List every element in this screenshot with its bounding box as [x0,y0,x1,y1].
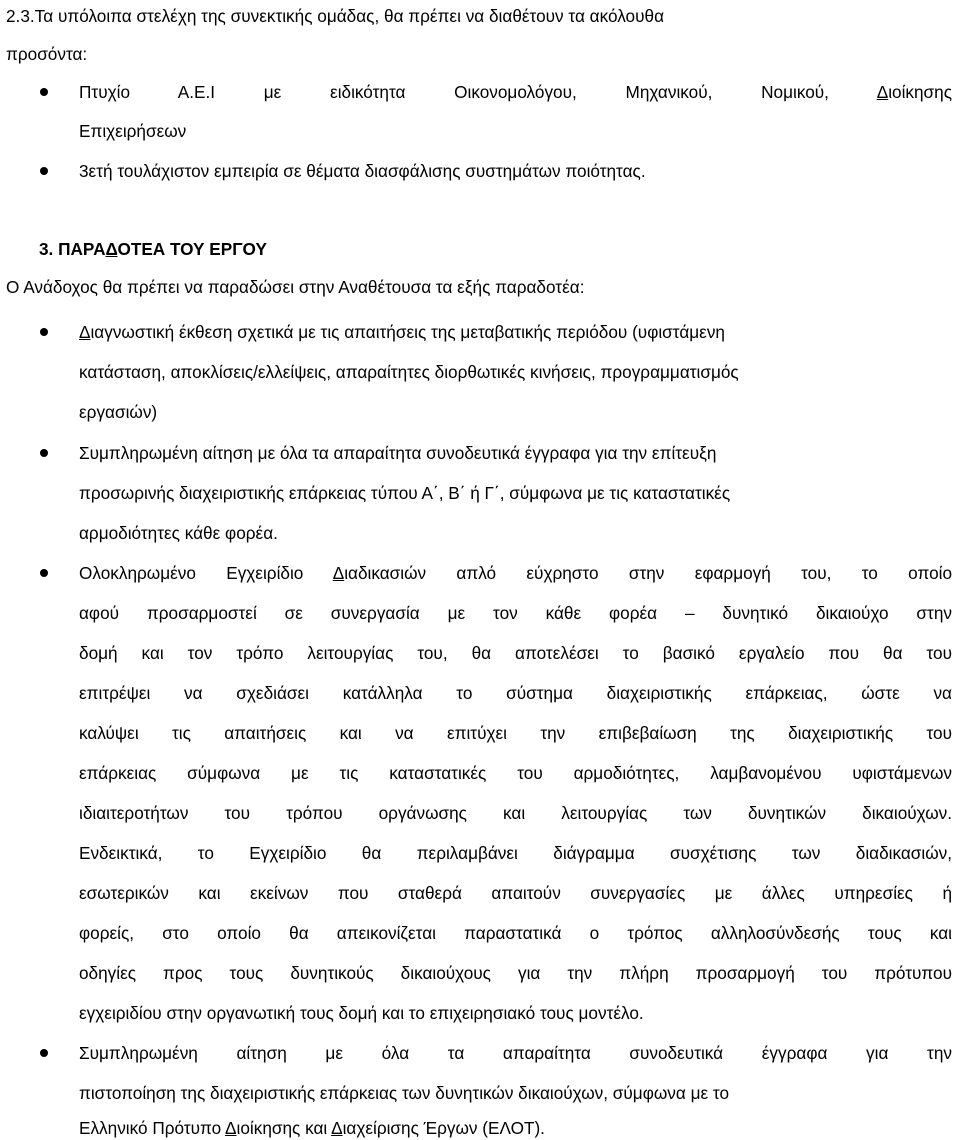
bullet-2-3-1-line-2: Επιχειρήσεων [79,121,187,141]
bullet-icon [40,328,48,336]
deliverable-3-line-1: Ολοκληρωμένο Εγχειρίδιο Διαδικασιών απλό εύχρηστο στην εφαρμογή του, το οποίο [79,563,953,583]
deliverable-3-line-2: αφού προσαρμοστεί σε συνεργασία με τον κάθε φορέα – δυνητικό δικαιούχο στην [79,603,952,623]
bullet-2-3-1-line-1: Πτυχίο Α.Ε.Ι με ειδικότητα Οικονομολόγου, Μηχανικού, Νομικού, Διοίκησης [79,82,952,102]
deliverable-3-line-10: φορείς, στο οποίο θα απεικονίζεται παραστατικά ο τρόπος αλληλοσύνδεσής τους και [79,923,952,943]
deliverable-3-line-4: επιτρέψει να σχεδιάσει κατάλληλα το σύστημα διαχειριστικής επάρκειας, ώστε να [79,683,952,703]
deliverable-2-line-1: Συμπληρωμένη αίτηση με όλα τα απαραίτητα συνοδευτικά έγγραφα για την επίτευξη [79,443,717,463]
section-2-3-heading-line-2: προσόντα: [6,44,88,64]
bullet-icon [40,88,48,96]
deliverable-4-line-2: πιστοποίηση της διαχειριστικής επάρκειας των δυνητικών δικαιούχων, σύμφωνα με το [79,1083,730,1103]
section-3-heading: 3. ΠΑΡΑΔΟΤΕΑ ΤΟΥ ΕΡΓΟΥ [39,239,267,259]
deliverable-3-line-7: ιδιαιτεροτήτων του τρόπου οργάνωσης και λειτουργίας των δυνητικών δικαιούχων. [79,803,952,823]
deliverable-3-line-12: εγχειριδίου στην οργανωτική τους δομή και το επιχειρησιακό τους μοντέλο. [79,1003,644,1023]
section-3-intro: Ο Ανάδοχος θα πρέπει να παραδώσει στην Αναθέτουσα τα εξής παραδοτέα: [6,277,585,297]
bullet-icon [40,449,48,457]
deliverable-3-line-6: επάρκειας σύμφωνα με τις καταστατικές του αρμοδιότητες, λαμβανομένου υφιστάμενων [79,763,952,783]
deliverable-4-line-1: Συμπληρωμένη αίτηση με όλα τα απαραίτητα συνοδευτικά έγγραφα για την [79,1043,952,1063]
deliverable-2-line-3: αρμοδιότητες κάθε φορέα. [79,523,278,543]
deliverable-3-line-11: οδηγίες προς τους δυνητικούς δικαιούχους για την πλήρη προσαρμογή του πρότυπου [79,963,952,983]
deliverable-3-line-5: καλύψει τις απαιτήσεις και να επιτύχει την επιβεβαίωση της διαχειριστικής του [79,723,952,743]
deliverable-1-line-1: Διαγνωστική έκθεση σχετικά με τις απαιτήσεις της μεταβατικής περιόδου (υφιστάμενη [79,322,725,342]
deliverable-3-line-9: εσωτερικών και εκείνων που σταθερά απαιτούν συνεργασίες με άλλες υπηρεσίες ή [79,883,952,903]
bullet-icon [40,1049,48,1057]
bullet-2-3-2-line-1: 3ετή τουλάχιστον εμπειρία σε θέματα διασφάλισης συστημάτων ποιότητας. [79,161,646,181]
bullet-icon [40,167,48,175]
deliverable-4-line-3: Ελληνικό Πρότυπο Διοίκησης και Διαχείρισης Έργων (ΕΛΟΤ). [79,1118,545,1138]
deliverable-3-line-8: Ενδεικτικά, το Εγχειρίδιο θα περιλαμβάνει διάγραμμα συσχέτισης των διαδικασιών, [79,843,952,863]
deliverable-1-line-3: εργασιών) [79,402,158,422]
deliverable-2-line-2: προσωρινής διαχειριστικής επάρκειας τύπου Α΄, Β΄ ή Γ΄, σύμφωνα με τις καταστατικές [79,483,731,503]
bullet-icon [40,569,48,577]
deliverable-3-line-3: δομή και τον τρόπο λειτουργίας του, θα αποτελέσει το βασικό εργαλείο που θα του [79,643,952,663]
deliverable-1-line-2: κατάσταση, αποκλίσεις/ελλείψεις, απαραίτητες διορθωτικές κινήσεις, προγραμματισμός [79,362,739,382]
section-2-3-heading-line-1: 2.3.Τα υπόλοιπα στελέχη της συνεκτικής ομάδας, θα πρέπει να διαθέτουν τα ακόλουθα [6,6,665,26]
